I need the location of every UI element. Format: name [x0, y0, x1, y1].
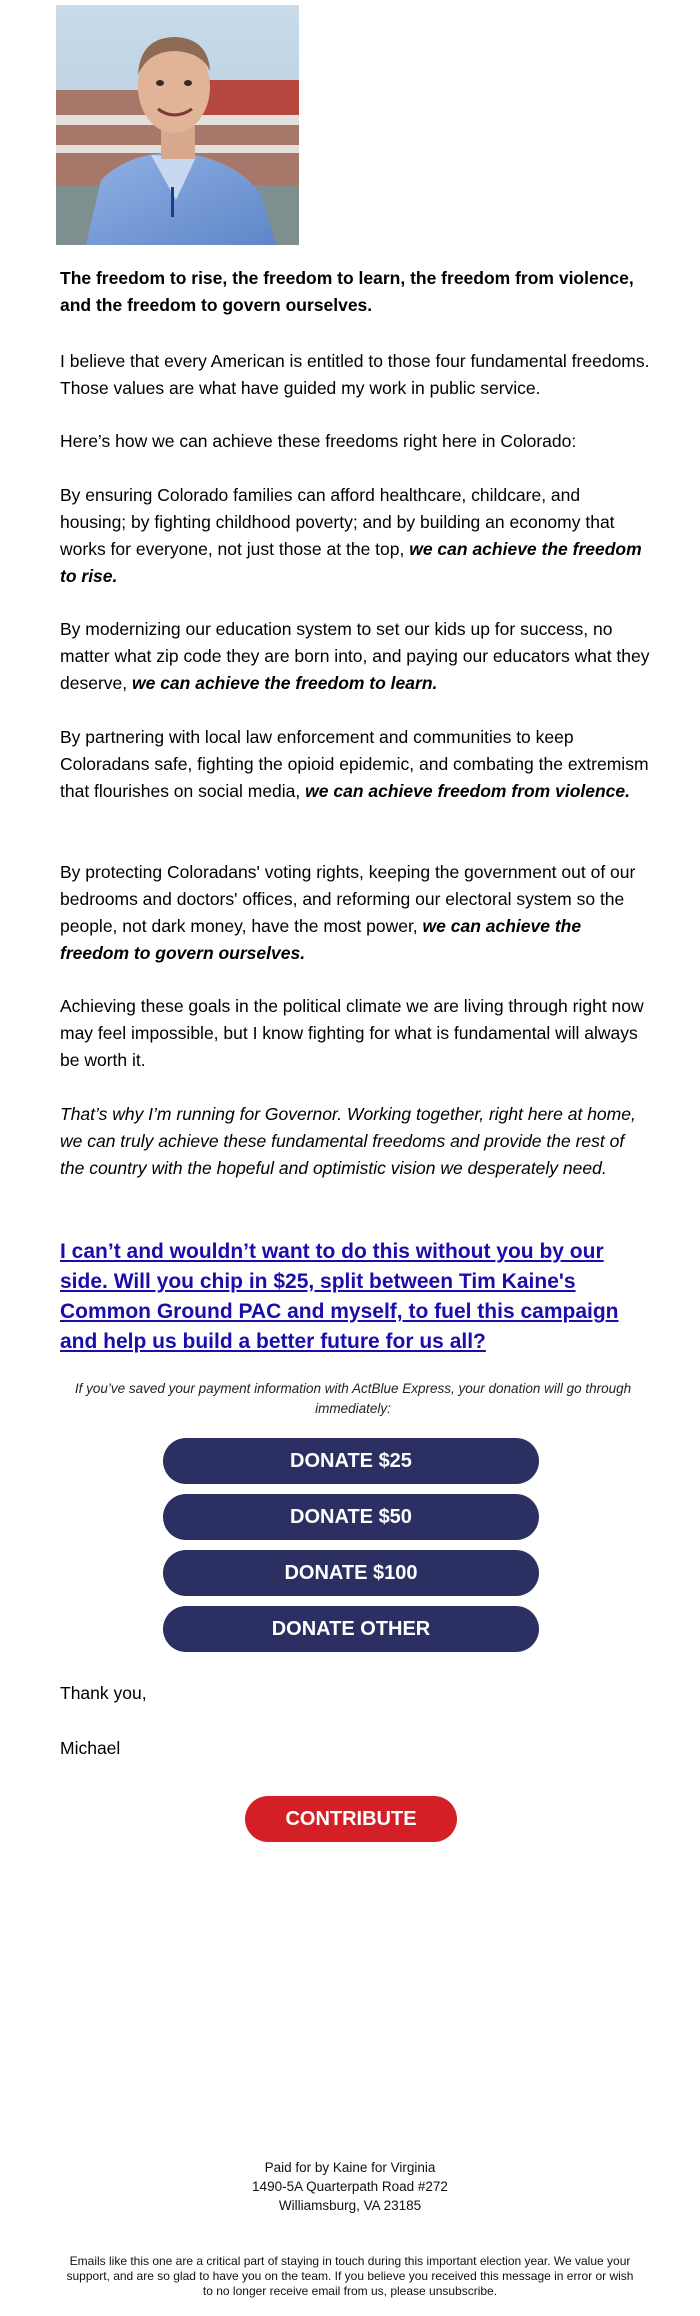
- cta-link-block[interactable]: [60, 1237, 650, 1357]
- paragraph-5-emphasis: we can achieve freedom from violence.: [305, 781, 630, 801]
- disclaimer: [60, 2254, 640, 2299]
- paragraph-5-text: By partnering with local law enforcement and communities to keep Coloradans safe, fighting the opioid epidemic, and combating the extremism that flourishes on social media,: [60, 727, 649, 801]
- paragraph-4-text: By modernizing our education system to set our kids up for success, no matter what zip code they are born into, and paying our educators what they deserve,: [60, 619, 650, 693]
- candidate-photo: [56, 5, 299, 245]
- footer-line-3: Williamsburg, VA 23185: [278, 2198, 422, 2213]
- paragraph-2-text: Here’s how we can achieve these freedoms right here in Colorado:: [60, 431, 577, 451]
- paragraph-1-text: I believe that every American is entitled to those four fundamental freedoms. Those values are what have guided my work in public service.: [60, 351, 650, 398]
- paragraph-7: [60, 993, 650, 1074]
- paragraph-4-emphasis: we can achieve the freedom to learn.: [131, 673, 438, 693]
- donate-50-button[interactable]: DONATE $50: [163, 1494, 539, 1540]
- contribute-button[interactable]: CONTRIBUTE: [245, 1796, 457, 1842]
- paragraph-freedom-to-govern: [60, 859, 650, 967]
- paragraph-freedom-from-violence: [60, 724, 650, 805]
- disclaimer-end: .: [493, 2284, 498, 2298]
- signoff: Thank you,: [60, 1683, 147, 1703]
- paragraph-8-text: That’s why I’m running for Governor. Working together, right here at home, we can truly achieve these fundamental freedoms and provide the rest of the country with the hopeful and optimistic vision we desperately need.: [60, 1104, 636, 1178]
- paragraph-6-text: By protecting Coloradans' voting rights, keeping the government out of our bedrooms and doctors' offices, and reforming our electoral system so the people, not dark money, have the most power,: [60, 862, 636, 936]
- paragraph-8: [60, 1101, 650, 1182]
- footer-line-2: 1490-5A Quarterpath Road #272: [252, 2179, 448, 2194]
- donate-other-button[interactable]: DONATE OTHER: [163, 1606, 539, 1652]
- intro-paragraph: [60, 265, 650, 319]
- paragraph-3-emphasis: we can achieve the freedom to rise.: [60, 539, 642, 586]
- unsubscribe-link[interactable]: please unsubscribe: [390, 2284, 494, 2298]
- paragraph-freedom-to-learn: [60, 616, 650, 697]
- cta-link[interactable]: I can’t and wouldn’t want to do this without you by our side. Will you chip in $25, split between Tim Kaine's Common Ground PAC and myself, to fuel this campaign and help us build a better future for us all?: [60, 1240, 619, 1353]
- footer-line-1: Paid for by Kaine for Virginia: [264, 2160, 436, 2175]
- signature: Michael: [60, 1738, 121, 1758]
- actblue-express-note: If you’ve saved your payment information with ActBlue Express, your donation will go through immediately:: [74, 1381, 632, 1416]
- paragraph-2: [60, 428, 650, 455]
- paid-for-by-footer: [0, 2158, 700, 2215]
- paragraph-7-text: Achieving these goals in the political climate we are living through right now may feel impossible, but I know fighting for what is fundamental will always be worth it.: [60, 996, 644, 1070]
- paragraph-freedom-to-rise: [60, 482, 650, 590]
- disclaimer-text: Emails like this one are a critical part of staying in touch during this important election year. We value your support, and are so glad to have you on the team. If you believe you received this message in error or wish to no longer receive email from us,: [66, 2254, 634, 2298]
- donate-100-button[interactable]: DONATE $100: [163, 1550, 539, 1596]
- donate-25-button[interactable]: DONATE $25: [163, 1438, 539, 1484]
- paragraph-1: [60, 348, 650, 402]
- intro-text: The freedom to rise, the freedom to learn, the freedom from violence, and the freedom to govern ourselves.: [60, 268, 634, 315]
- paragraph-6-emphasis: we can achieve the freedom to govern ourselves.: [60, 916, 582, 963]
- paragraph-3-text: By ensuring Colorado families can afford healthcare, childcare, and housing; by fighting childhood poverty; and by building an economy that works for everyone, not just those at the top,: [60, 485, 615, 559]
